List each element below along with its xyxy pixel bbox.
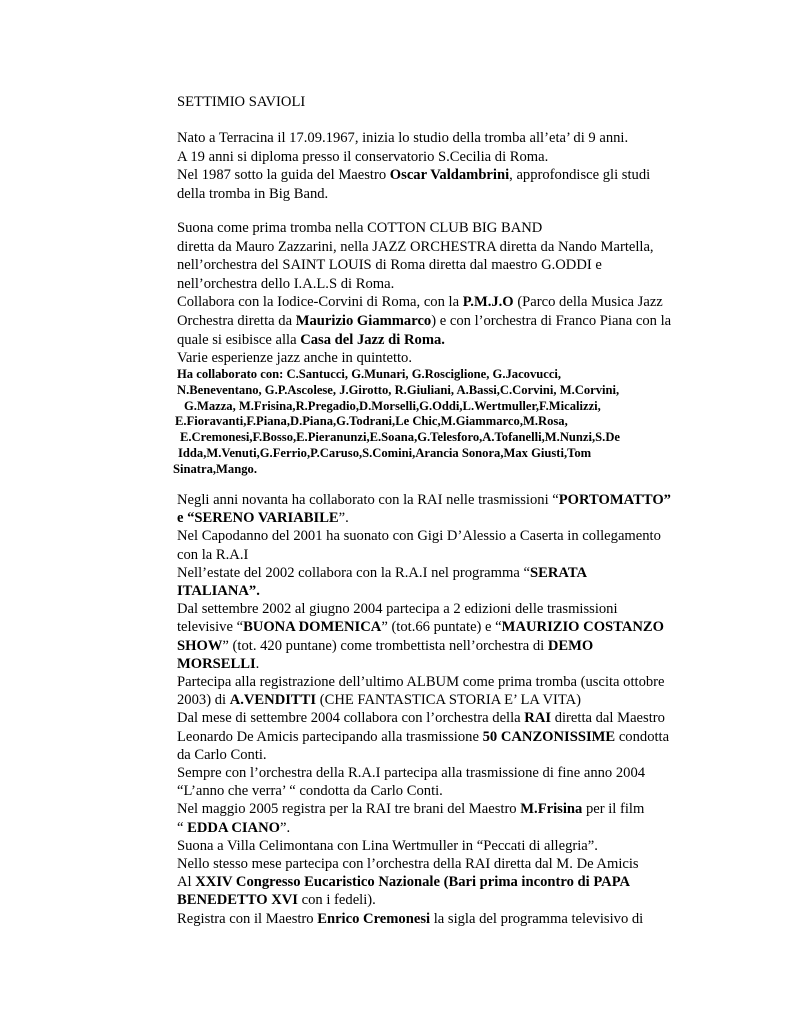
bold-text: A.VENDITTI [229,692,317,709]
text-line [177,312,671,330]
text-line [177,800,644,818]
collaborator-line: Idda,M.Venuti,G.Ferrio,P.Caruso,S.Comini,Arancia Sonora,Max Giusti,Tom [178,446,592,460]
text-run: con i fedeli). [297,892,376,909]
bold-text: M.Frisina [520,801,583,818]
bold-text: P.M.J.O [462,294,514,311]
text-run: la sigla del programma televisivo di [430,910,644,927]
text-run: diretta dal Maestro [551,710,665,727]
text-line [177,509,349,527]
text-run: (CHE FANTASTICA STORIA E’ LA VITA) [316,692,582,709]
collaborator-line: Ha collaborato con: C.Santucci, G.Munari, G.Rosciglione, G.Jacovucci, [177,367,562,381]
text-run: televisive “ [177,619,244,636]
text-line: Nello stesso mese partecipa con l’orchestra della RAI diretta dal M. De Amicis [177,856,639,872]
text-run: ”. [279,819,291,836]
text-line: Dal settembre 2002 al giugno 2004 partecipa a 2 edizioni delle trasmissioni [177,601,618,618]
text-line: Nato a Terracina il 17.09.1967, inizia lo studio della tromba all’eta’ di 9 anni. [177,130,629,146]
text-line [177,709,665,727]
text-line: Suona a Villa Celimontana con Lina Wertmuller in “Peccati di allegria”. [177,837,598,854]
text-line [177,637,593,655]
text-run: ”. [338,510,349,527]
text-run: . [255,655,260,672]
text-run: “ [177,819,188,836]
collaborator-line: E.Cremonesi,F.Bosso,E.Pieranunzi,E.Soana,G.Telesforo,A.Tofanelli,M.Nunzi,S.De [180,430,621,445]
bold-text: MORSELLI [177,655,256,672]
bold-text: SERATA [529,564,588,581]
bold-text: e “SERENO VARIABILE [177,510,339,527]
text-run: Dal mese di settembre 2004 collabora con l’orchestra della [177,710,525,727]
text-run: 2003) di [177,692,230,709]
text-line [177,691,581,709]
collaborator-line: G.Mazza, M.Frisina,R.Pregadio,D.Morselli,G.Oddi,L.Wertmuller,F.Micalizzi, [184,398,601,413]
text-run: , approfondisce gli studi [509,167,651,183]
text-run: (Parco della Musica Jazz [513,294,663,311]
text-line: Suona come prima tromba nella COTTON CLUB BIG BAND [177,220,543,236]
text-run: ” (tot. 420 puntane) come trombettista nell’orchestra di [222,637,548,654]
text-line [177,331,445,349]
text-run: Leonardo De Amicis partecipando alla trasmissione [177,728,483,745]
bold-text: Enrico Cremonesi [317,910,431,927]
text-line: Nel Capodanno del 2001 ha suonato con Gigi D’Alessio a Caserta in collegamento [177,528,661,545]
text-line [177,873,630,891]
document-title: SETTIMIO SAVIOLI [177,94,306,110]
text-line [177,891,376,909]
text-line: A 19 anni si diploma presso il conservatorio S.Cecilia di Roma. [177,148,549,165]
bold-text: SHOW [177,637,223,654]
text-run: per il film [582,801,645,818]
text-line [177,655,259,673]
text-line [177,819,290,837]
collaborator-line: N.Beneventano, G.P.Ascolese, J.Girotto, R.Giuliani, A.Bassi,C.Corvini, M.Corvini, [177,382,620,397]
bold-text: EDDA CIANO [187,819,280,836]
bold-text: MAURIZIO COSTANZO [501,619,664,636]
text-line: della tromba in Big Band. [177,185,329,202]
text-line [177,564,587,582]
bold-text: RAI [524,710,552,727]
bold-text: PORTOMATTO” [558,492,671,508]
text-run: quale si esibisce alla [177,331,301,348]
text-run: Nel maggio 2005 registra per la RAI tre brani del Maestro [177,801,521,818]
text-line: con la R.A.I [177,546,249,563]
text-run: Orchestra diretta da [177,313,296,329]
text-run: Al [177,874,196,891]
text-line [177,910,643,928]
text-line [177,618,664,636]
bold-text: DEMO [547,637,594,654]
collaborator-line: E.Fioravanti,F.Piana,D.Piana,G.Todrani,Le Chic,M.Giammarco,M.Rosa, [175,414,568,429]
bold-text: XXIV Congresso Eucaristico Nazionale (Bari prima incontro di PAPA [195,874,631,891]
bold-text: Casa del Jazz di Roma. [300,331,445,348]
text-line: “L’anno che verra’ “ condotta da Carlo Conti. [177,783,443,800]
text-line: Partecipa alla registrazione dell’ultimo ALBUM come prima tromba (uscita ottobre [177,674,665,690]
text-line: nell’orchestra del SAINT LOUIS di Roma diretta dal maestro G.ODDI e [177,257,602,274]
text-line: Varie esperienze jazz anche in quintetto. [177,350,413,367]
collaborator-line: Sinatra,Mango. [173,461,257,476]
bold-text: 50 CANZONISSIME [482,728,616,745]
text-line [177,293,663,311]
text-line: nell’orchestra dello I.A.L.S di Roma. [177,275,395,292]
text-run: Nell’estate del 2002 collabora con la R.A.I nel programma “ [177,564,530,581]
text-line [177,728,669,746]
bold-text: Oscar Valdambrini [389,167,510,183]
bold-text: Maurizio Giammarco [295,313,432,329]
text-line: Sempre con l’orchestra della R.A.I partecipa alla trasmissione di fine anno 2004 [177,765,646,781]
text-run: Nel 1987 sotto la guida del Maestro [177,167,390,183]
text-line: da Carlo Conti. [177,746,267,763]
text-line: diretta da Mauro Zazzarini, nella JAZZ ORCHESTRA diretta da Nando Martella, [177,238,654,255]
bold-text: BUONA DOMENICA [243,619,382,636]
text-run: condotta [615,728,670,745]
text-run: Collabora con la Iodice-Corvini di Roma, con la [177,294,463,311]
bold-text: ITALIANA”. [177,583,260,599]
text-run: ” (tot.66 puntate) e “ [381,619,502,636]
bold-text: BENEDETTO XVI [177,892,298,909]
text-run: ) e con l’orchestra di Franco Piana con la [431,313,672,329]
text-line [177,166,650,184]
text-run: Registra con il Maestro [177,910,318,927]
text-line [177,582,260,600]
text-run: Negli anni novanta ha collaborato con la RAI nelle trasmissioni “ [177,492,559,508]
text-line [177,491,671,509]
